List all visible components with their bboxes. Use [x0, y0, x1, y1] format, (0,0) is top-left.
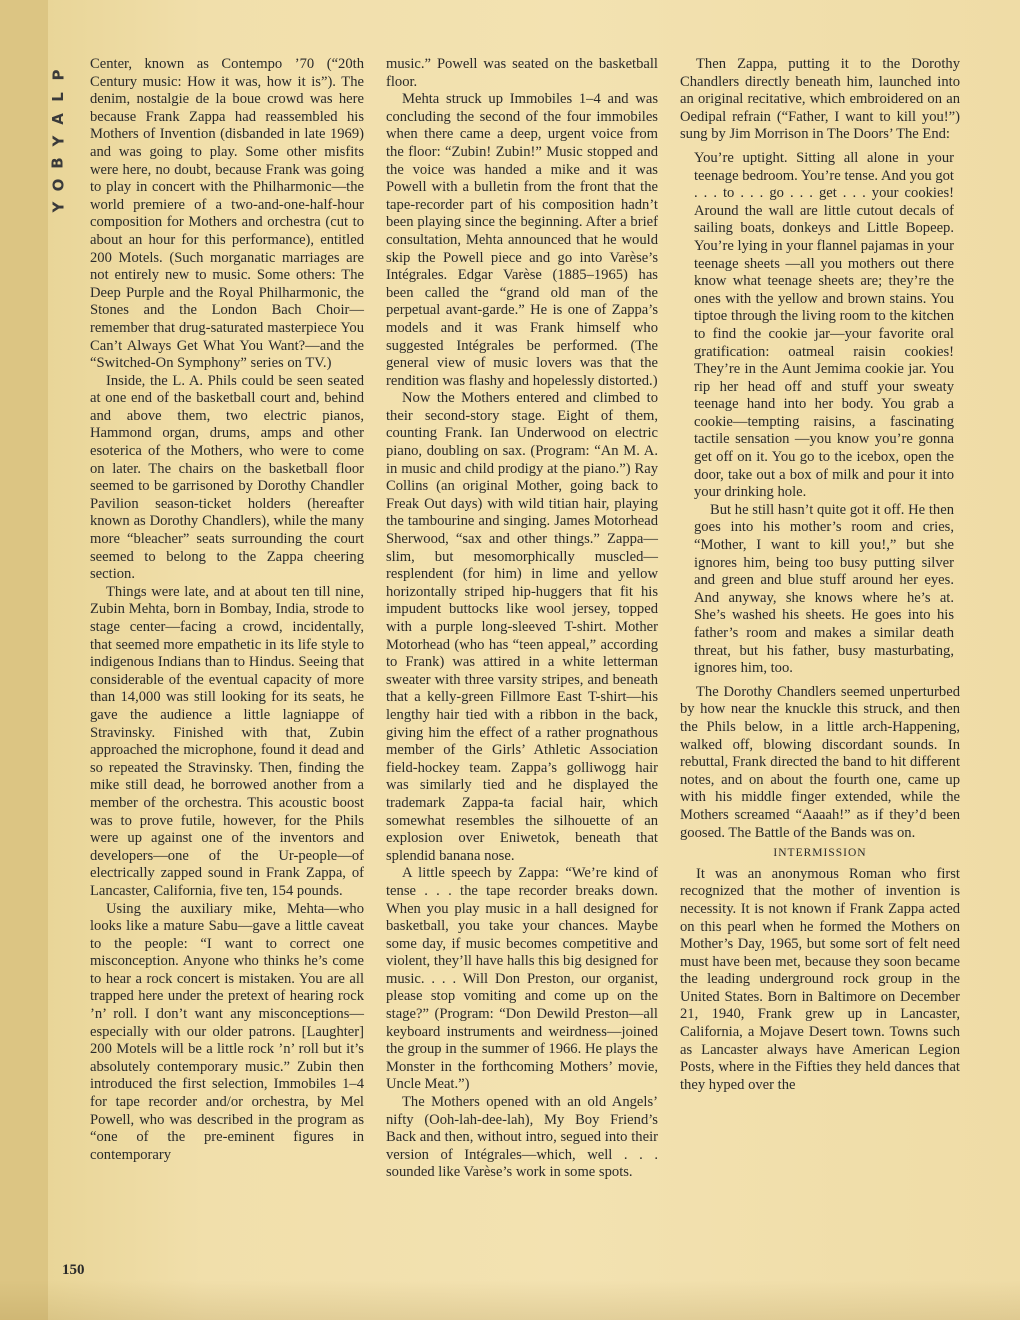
- paragraph: The Mothers opened with an old Angels’ nifty (Ooh-lah-dee-lah), My Boy Friend’s Back and then, without intro, segued into their version of Intégrales—which, well . . . sounded like Varèse’s work in some spots.: [386, 1094, 658, 1181]
- masthead-letter: Y: [49, 135, 67, 147]
- quoted-recitative: You’re uptight. Sitting all alone in your teenage bedroom. You’re tense. And you got . . . to . . . go . . . get . . . your cookies! Around the wall are little cutout decals of sailing boats, donkeys and Little Bopeep. You’re lying in your flannel pajamas in your teenage sheets —all you mothers out there know what teenage sheets are; they’re the ones with the yellow and brown stains. You tiptoe through the living room to the kitchen to find the cookie jar—your favorite oral gratification: oatmeal raisin cookies! They’re in the Aunt Jemima cookie jar. You rip her head off and stuff your sweaty teenage hand into her body. You grab a cookie—tempting raisins, a fascinating tactile sensation —you know you’re gonna get off on it. You go to the icebox, open the door, take out a box of milk and pour it into your drinking hole.: [694, 149, 954, 501]
- quoted-recitative: But he still hasn’t quite got it off. He then goes into his mother’s room and cries, “Mother, I want to kill you!,” but she ignores him, being too busy putting silver and green and blue stuff around her eyes. And anyway, she knows where he’s at. She’s washed his sheets. He goes into his father’s room and makes a similar death threat, but his father, busy masturbating, ignores him, too.: [694, 501, 954, 677]
- column-3: [680, 56, 960, 1094]
- paragraph: A little speech by Zappa: “We’re kind of tense . . . the tape recorder breaks down. When you play music in a hall designed for basketball, you take your chances. Maybe some day, if music becomes competitive and violent, they’ll have halls this big designed for music. . . . Will Don Preston, our organist, please stop vomiting and come up on the stage?” (Program: “Don Dewild Preston—all keyboard instruments and weirdness—joined the group in the summer of 1966. He plays the Monster in the forthcoming Mothers’ movie, Uncle Meat.”): [386, 865, 658, 1093]
- masthead-letter: B: [49, 157, 67, 169]
- paragraph: Things were late, and at about ten till nine, Zubin Mehta, born in Bombay, India, strode to stage center—facing a crowd, incidentally, that seemed more empathetic in its life style to indigenous Indians than to Hindus. Seeing that considerable of the eventual capacity of more than 14,000 was still looking for its seats, he gave the audience a little lagniappe of Stravinsky. Finished with that, Zubin approached the microphone, found it dead and so repeated the Stravinsky. Then, finding the mike still dead, he borrowed another from a member of the orchestra. This acoustic boost was to prove futile, however, for the Phils were up against one of the inventors and developers—one of the Ur-people—of electrically zapped sound in Frank Zappa, of Lancaster, California, five ten, 154 pounds.: [90, 583, 364, 899]
- paragraph: Now the Mothers entered and climbed to their second-story stage. Eight of them, counting Frank. Ian Underwood on electric piano, doubling on sax. (Program: “An M. A. in music and child prodigy at the piano.”) Ray Collins (an original Mother, going back to Freak Out days) with wild titian hair, playing the tambourine and singing. James Motorhead Sherwood, “sax and other things.” Zappa—slim, but mesomorphically muscled—resplendent (for him) in lime and yellow horizontally striped hip-huggers that fit his impudent buttocks like wool jersey, topped with a purple long-sleeved T-shirt. Mother Motorhead (who has “teen appeal,” according to Frank) was attired in a white letterman sweater with three varsity stripes, and beneath that a kelly-green Fillmore East T-shirt—his lengthy hair tied with a ribbon in the back, giving him the effect of a rather prognathous member of the Girls’ Athletic Association field-hockey team. Zappa’s golliwogg hair was similarly tied and he displayed the trademark Zappa-ta facial hair, which somewhat resembles the silhouette of an explosion over Eniwetok, beneath that splendid banana nose.: [386, 390, 658, 864]
- column-2: [386, 56, 658, 1182]
- page-gutter: [0, 0, 48, 1320]
- paragraph: Inside, the L. A. Phils could be seen seated at one end of the basketball court and, behind and above them, two electric pianos, Hammond organ, drums, amps and other esoterica of the Mothers, who were to come on later. The chairs on the basketball floor seemed to be garrisoned by Dorothy Chandler Pavilion season-ticket holders (hereafter known as Dorothy Chandlers), while the many more “bleacher” seats surrounding the court seemed to belong to the Zappa cheering section.: [90, 372, 364, 583]
- column-1: [90, 56, 364, 1164]
- paragraph: It was an anonymous Roman who first recognized that the mother of invention is necessity. It is not known if Frank Zappa acted on this pearl when he formed the Mothers on Mother’s Day, 1965, but some sort of felt need must have been met, because they soon became the leading underground rock group in the United States. Born in Baltimore on December 21, 1940, Frank grew up in Lancaster, California, a Mojave Desert town. Towns such as Lancaster always have American Legion Posts, where in the Fifties they held dances that they hyped over the: [680, 865, 960, 1093]
- paragraph: Center, known as Contempo ’70 (“20th Century music: How it was, how it is”). The denim, nostalgie de la boue crowd was here because Frank Zappa had reassembled his Mothers of Invention (disbanded in late 1969) and was going to play. Some other misfits were here, no doubt, because Frank was going to play in concert with the Philharmonic—the world premiere of a two-and-one-half-hour composition for Mothers and orchestra (cut to about an hour for this performance), entitled 200 Motels. (Such morganatic marriages are not entirely new to music. Some others: The Deep Purple and the Royal Philharmonic, the Stones and the London Bach Choir—remember that drug-saturated masterpiece You Can’t Always Get What You Want?—and the “Switched-On Symphony” series on TV.): [90, 56, 364, 372]
- masthead-vertical: [48, 64, 68, 218]
- masthead-letter: Y: [49, 201, 67, 213]
- page-number: 150: [62, 1262, 85, 1278]
- masthead-letter: L: [49, 92, 67, 102]
- section-subhead: INTERMISSION: [773, 847, 867, 860]
- masthead-letter: P: [49, 69, 67, 81]
- paragraph: Then Zappa, putting it to the Dorothy Chandlers directly beneath him, launched into an original recitative, which embroidered on an Oedipal refrain (“Father, I want to kill you!”) sung by Jim Morrison in The Doors’ The End:: [680, 56, 960, 143]
- masthead-letter: O: [48, 178, 67, 192]
- masthead-letter: A: [48, 113, 67, 125]
- page-shadow: [0, 1280, 1020, 1320]
- paragraph: Mehta struck up Immobiles 1–4 and was concluding the second of the four immobiles when there came a deep, urgent voice from the floor: “Zubin! Zubin!” Music stopped and the voice was handed a mike and it was Powell with a bulletin from the front that the tape-recorder part of his composition hadn’t been playing since the beginning. After a brief consultation, Mehta announced that he would skip the Powell piece and go into Varèse’s Intégrales. Edgar Varèse (1885–1965) has been called the “grand old man of the perpetual avant-garde.” He is one of Zappa’s models and it was Frank himself who suggested Intégrales be performed. (The general view of music lovers was that the rendition was flashy and hopelessly distorted.): [386, 91, 658, 389]
- paragraph: The Dorothy Chandlers seemed unperturbed by how near the knuckle this struck, and then the Phils below, in a little arch-Happening, walked off, blowing discordant sounds. In rebuttal, Frank directed the band to hit different notes, and on about the fourth one, came up with his middle finger extended, while the Mothers screamed “Aaaah!” as if they’d been goosed. The Battle of the Bands was on.: [680, 683, 960, 841]
- paragraph: music.” Powell was seated on the basketball floor.: [386, 56, 658, 90]
- paragraph: Using the auxiliary mike, Mehta—who looks like a mature Sabu—gave a little caveat to the people: “I want to correct one misconception. Anyone who thinks he’s come to hear a rock concert is mistaken. You are all trapped here under the pretext of hearing rock ’n’ roll. I don’t want any misconceptions—especially with our older patrons. [Laughter] 200 Motels will be a little rock ’n’ roll but it’s absolutely contemporary music.” Zubin then introduced the first selection, Immobiles 1–4 for tape recorder and/or orchestra, by Mel Powell, who was described in the program as “one of the pre-eminent figures in contemporary: [90, 900, 364, 1163]
